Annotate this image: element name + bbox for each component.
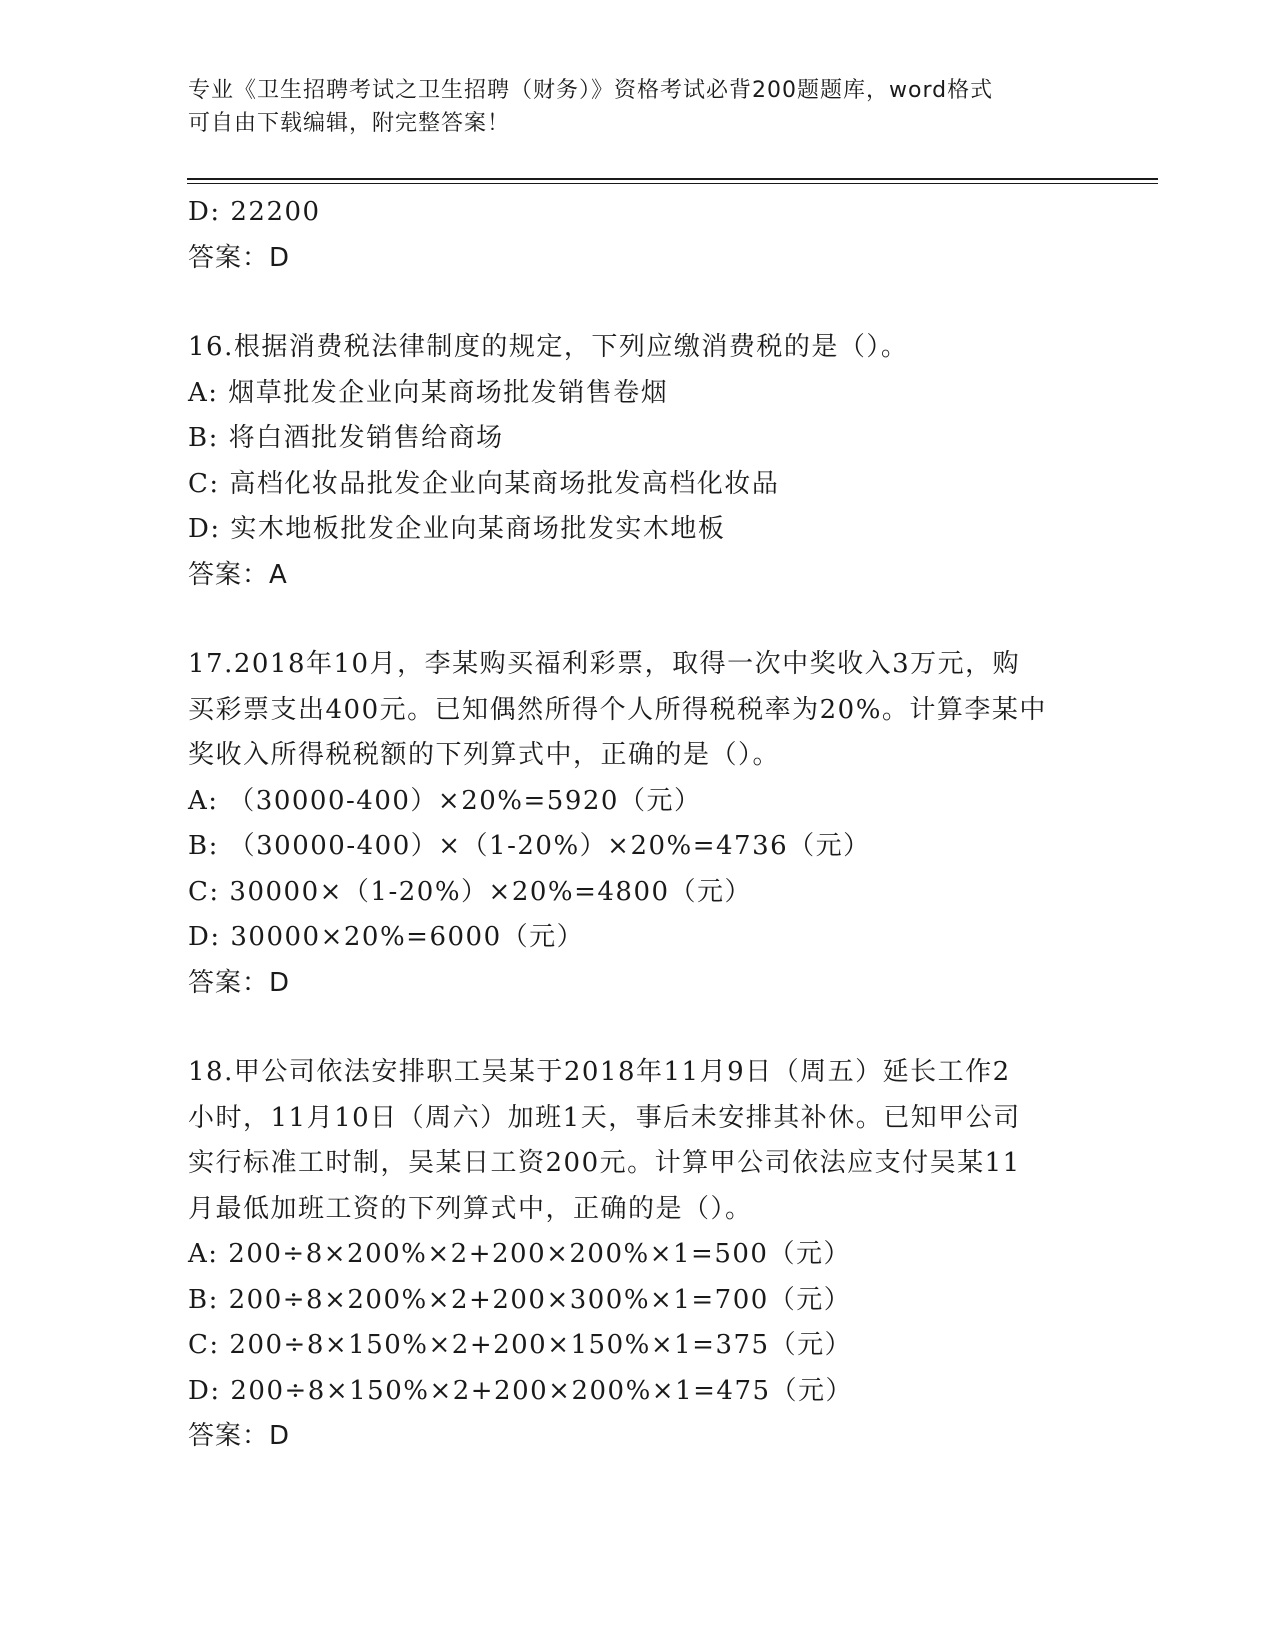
option-d: D: 22200 — [188, 197, 321, 227]
document-body — [188, 190, 1088, 1460]
question-text: 17.2018年10月，李某购买福利彩票，取得一次中奖收入3万元，购 — [188, 649, 1021, 679]
option-c: C: 200÷8×150%×2+200×150%×1=375（元） — [188, 1330, 853, 1360]
answer-line: 答案：D — [188, 967, 291, 998]
spacer — [188, 1006, 1088, 1050]
option-c: C: 高档化妆品批发企业向某商场批发高档化妆品 — [188, 468, 780, 499]
option-c: C: 30000×（1-20%）×20%=4800（元） — [188, 876, 753, 907]
option-b: B: 200÷8×200%×2+200×300%×1=700（元） — [188, 1284, 852, 1315]
question-text: 实行标准工时制，吴某日工资200元。计算甲公司依法应支付吴某11 — [188, 1148, 1021, 1178]
spacer — [188, 598, 1088, 642]
option-d: D: 30000×20%=6000（元） — [188, 922, 585, 952]
option-a: A: （30000-400）×20%=5920（元） — [188, 785, 702, 816]
question-text: 16.根据消费税法律制度的规定，下列应缴消费税的是（）。 — [188, 332, 909, 362]
answer-line: 答案：D — [188, 242, 291, 273]
question-text: 奖收入所得税税额的下列算式中，正确的是（）。 — [188, 740, 781, 770]
option-d: D: 实木地板批发企业向某商场批发实木地板 — [188, 514, 726, 544]
option-a: A: 烟草批发企业向某商场批发销售卷烟 — [188, 377, 669, 408]
option-b: B: （30000-400）×（1-20%）×20%=4736（元） — [188, 831, 871, 861]
answer-line: 答案：A — [188, 559, 288, 590]
header-rule — [187, 178, 1158, 180]
question-text: 18.甲公司依法安排职工吴某于2018年11月9日（周五）延长工作2 — [188, 1057, 1011, 1087]
header-line-1: 专业《卫生招聘考试之卫生招聘（财务）》资格考试必背200题题库，word格式 — [188, 78, 994, 103]
question-16 — [188, 325, 1088, 598]
question-15-tail — [188, 190, 1088, 281]
question-17 — [188, 642, 1088, 1006]
question-text: 买彩票支出400元。已知偶然所得个人所得税税率为20%。计算李某中 — [188, 694, 1047, 725]
question-text: 月最低加班工资的下列算式中，正确的是（）。 — [188, 1193, 753, 1224]
spacer — [188, 281, 1088, 325]
option-b: B: 将白酒批发销售给商场 — [188, 423, 504, 453]
answer-line: 答案：D — [188, 1421, 291, 1451]
header-rule-thin — [187, 183, 1158, 184]
option-d: D: 200÷8×150%×2+200×200%×1=475（元） — [188, 1375, 854, 1406]
question-text: 小时，11月10日（周六）加班1天，事后未安排其补休。已知甲公司 — [188, 1102, 1021, 1133]
document-header — [188, 74, 1088, 140]
header-line-2: 可自由下载编辑，附完整答案！ — [188, 111, 511, 136]
option-a: A: 200÷8×200%×2+200×200%×1=500（元） — [188, 1239, 851, 1269]
question-18 — [188, 1050, 1088, 1460]
